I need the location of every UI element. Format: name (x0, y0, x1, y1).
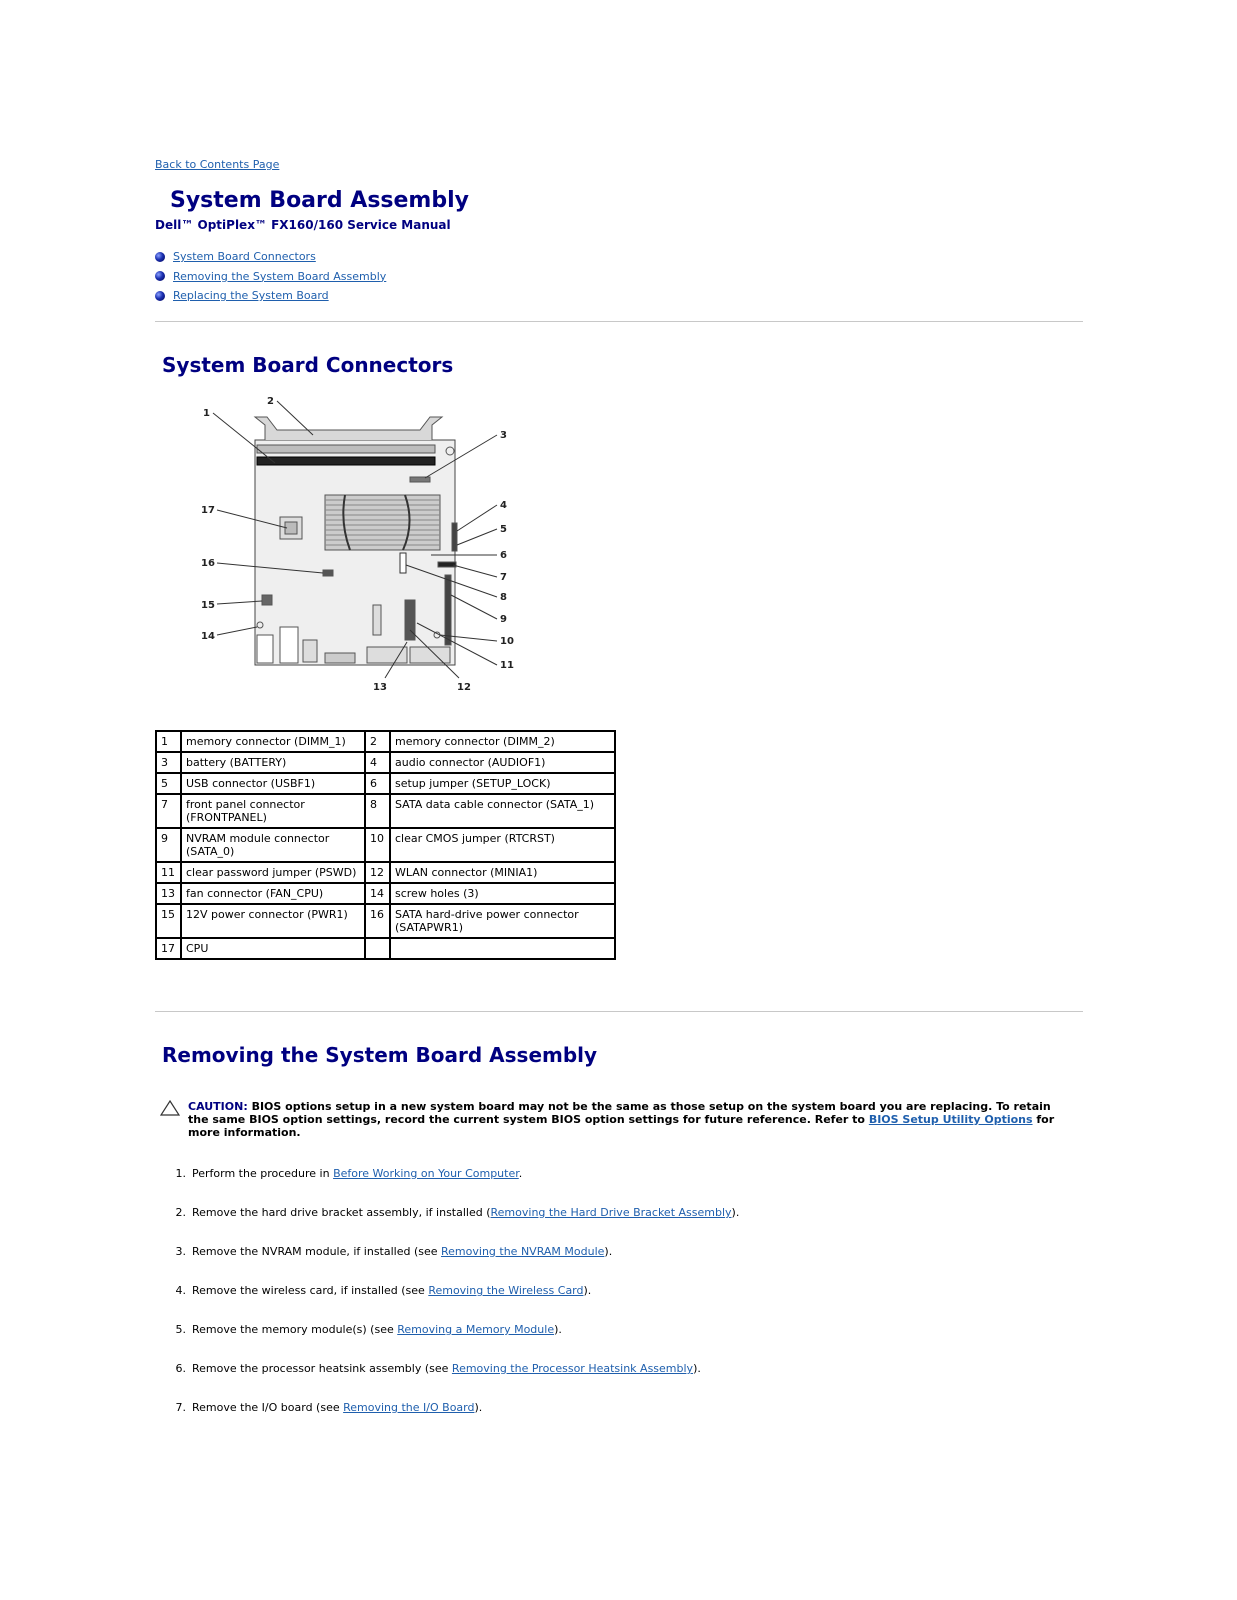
section-heading-removing: Removing the System Board Assembly (162, 1043, 598, 1067)
back-to-contents-link[interactable]: Back to Contents Page (155, 158, 280, 171)
connector-number: 14 (365, 883, 390, 904)
diagram-label: 13 (373, 682, 387, 693)
diagram-label: 6 (500, 550, 507, 561)
connector-description: WLAN connector (MINIA1) (390, 862, 615, 883)
step-number: 2. (175, 1206, 186, 1219)
bullet-icon (155, 291, 165, 301)
step-text-pre: Remove the memory module(s) (see (192, 1323, 398, 1336)
connector-number: 6 (365, 773, 390, 794)
step-text (192, 1401, 482, 1440)
bios-setup-link[interactable]: BIOS Setup Utility Options (868, 1113, 1033, 1126)
connector-number: 8 (365, 794, 390, 828)
step-text-post: . (518, 1167, 523, 1180)
step-number: 6. (175, 1362, 186, 1375)
connector-number: 17 (156, 938, 181, 959)
bullet-icon (155, 252, 165, 262)
step-link[interactable]: Removing the Hard Drive Bracket Assembly (490, 1206, 732, 1219)
connector-number: 10 (365, 828, 390, 862)
section-heading-connectors: System Board Connectors (162, 353, 454, 377)
step-text-post: ). (554, 1323, 562, 1336)
table-row (156, 938, 615, 959)
list-item (155, 1401, 739, 1440)
caution-tail: for more information. (188, 1113, 1055, 1139)
step-number: 4. (175, 1284, 186, 1297)
diagram-label: 16 (201, 558, 215, 569)
connector-number: 4 (365, 752, 390, 773)
connector-description: setup jumper (SETUP_LOCK) (390, 773, 615, 794)
diagram-label: 1 (203, 408, 210, 419)
step-link[interactable]: Before Working on Your Computer (333, 1167, 519, 1180)
step-text (192, 1323, 562, 1362)
diagram-label: 3 (500, 430, 507, 441)
connector-description: clear CMOS jumper (RTCRST) (390, 828, 615, 862)
manual-subtitle: Dell™ OptiPlex™ FX160/160 Service Manual (155, 218, 451, 232)
step-number: 7. (175, 1401, 186, 1414)
step-link[interactable]: Removing the I/O Board (343, 1401, 475, 1414)
step-text-post: ). (693, 1362, 701, 1375)
connector-description: SATA data cable connector (SATA_1) (390, 794, 615, 828)
toc-link-replacing[interactable]: Replacing the System Board (173, 289, 329, 303)
step-number: 1. (175, 1167, 186, 1180)
connector-number: 12 (365, 862, 390, 883)
connector-description: fan connector (FAN_CPU) (181, 883, 365, 904)
connector-number: 16 (365, 904, 390, 938)
diagram-label: 15 (201, 600, 215, 611)
caution-triangle-icon (160, 1100, 180, 1116)
connector-description: SATA hard-drive power connector (SATAPWR1) (390, 904, 615, 938)
step-text (192, 1284, 591, 1323)
table-row (156, 862, 615, 883)
step-number: 5. (175, 1323, 186, 1336)
table-row (156, 752, 615, 773)
connector-description: CPU (181, 938, 365, 959)
connector-number: 1 (156, 731, 181, 752)
connector-description: audio connector (AUDIOF1) (390, 752, 615, 773)
connector-number: 9 (156, 828, 181, 862)
connector-number: 7 (156, 794, 181, 828)
diagram-label: 11 (500, 660, 514, 671)
step-link[interactable]: Removing the NVRAM Module (441, 1245, 605, 1258)
step-link[interactable]: Removing the Wireless Card (428, 1284, 584, 1297)
connector-description: memory connector (DIMM_2) (390, 731, 615, 752)
step-text-pre: Remove the wireless card, if installed (see (192, 1284, 429, 1297)
caution-notice (155, 1100, 1060, 1139)
diagram-label: 2 (267, 396, 274, 407)
connector-description (390, 938, 615, 959)
step-text-pre: Remove the I/O board (see (192, 1401, 344, 1414)
connector-description: NVRAM module connector (SATA_0) (181, 828, 365, 862)
step-text-post: ). (583, 1284, 592, 1297)
diagram-label: 9 (500, 614, 507, 625)
step-link[interactable]: Removing the Processor Heatsink Assembly (451, 1362, 694, 1375)
toc-item (155, 247, 386, 267)
step-text-post: ). (731, 1206, 740, 1219)
divider (155, 1011, 1083, 1012)
connector-number: 3 (156, 752, 181, 773)
procedure-steps (155, 1167, 739, 1440)
connector-description: battery (BATTERY) (181, 752, 365, 773)
diagram-label: 7 (500, 572, 507, 583)
step-text (192, 1167, 522, 1206)
connector-number: 15 (156, 904, 181, 938)
connector-description: 12V power connector (PWR1) (181, 904, 365, 938)
divider (155, 321, 1083, 322)
table-row (156, 904, 615, 938)
list-item (155, 1206, 739, 1245)
connector-description: memory connector (DIMM_1) (181, 731, 365, 752)
connector-number (365, 938, 390, 959)
step-text-pre: Perform the procedure in (192, 1167, 334, 1180)
table-row (156, 794, 615, 828)
step-text-post: ). (474, 1401, 483, 1414)
system-board-diagram (195, 395, 525, 705)
connectors-table (155, 730, 616, 960)
list-item (155, 1245, 739, 1284)
step-text (192, 1206, 739, 1245)
page-title: System Board Assembly (170, 188, 469, 213)
connector-description: USB connector (USBF1) (181, 773, 365, 794)
caution-label: CAUTION: (188, 1100, 248, 1113)
table-of-contents (155, 247, 386, 306)
step-link[interactable]: Removing a Memory Module (397, 1323, 555, 1336)
diagram-label: 5 (500, 524, 507, 535)
diagram-label: 4 (500, 500, 507, 511)
diagram-label: 17 (201, 505, 215, 516)
step-text-post: ). (604, 1245, 613, 1258)
step-text (192, 1362, 701, 1401)
toc-link-removing[interactable]: Removing the System Board Assembly (173, 269, 387, 283)
step-number: 3. (175, 1245, 186, 1258)
bullet-icon (155, 271, 165, 281)
table-row (156, 828, 615, 862)
connector-number: 5 (156, 773, 181, 794)
diagram-label: 10 (500, 636, 514, 647)
step-text-pre: Remove the hard drive bracket assembly, if installed ( (192, 1206, 491, 1219)
connector-number: 2 (365, 731, 390, 752)
diagram-label: 14 (201, 631, 215, 642)
list-item (155, 1323, 739, 1362)
toc-link-connectors[interactable]: System Board Connectors (173, 250, 316, 264)
diagram-label: 12 (457, 682, 471, 693)
step-text (192, 1245, 612, 1284)
list-item (155, 1167, 739, 1206)
table-row (156, 731, 615, 752)
table-row (156, 773, 615, 794)
table-row (156, 883, 615, 904)
step-text-pre: Remove the NVRAM module, if installed (see (192, 1245, 442, 1258)
toc-item (155, 286, 386, 306)
connector-number: 13 (156, 883, 181, 904)
diagram-label: 8 (500, 592, 507, 603)
toc-item (155, 267, 386, 287)
caution-text: BIOS options setup in a new system board may not be the same as those setup on the system board you are replacing. To retain the same BIOS option settings, record the current system BIOS option settings for future reference. Refer to (188, 1100, 1051, 1126)
list-item (155, 1362, 739, 1401)
step-text-pre: Remove the processor heatsink assembly (see (192, 1362, 452, 1375)
connector-description: clear password jumper (PSWD) (181, 862, 365, 883)
connector-description: screw holes (3) (390, 883, 615, 904)
connector-description: front panel connector (FRONTPANEL) (181, 794, 365, 828)
connector-number: 11 (156, 862, 181, 883)
list-item (155, 1284, 739, 1323)
